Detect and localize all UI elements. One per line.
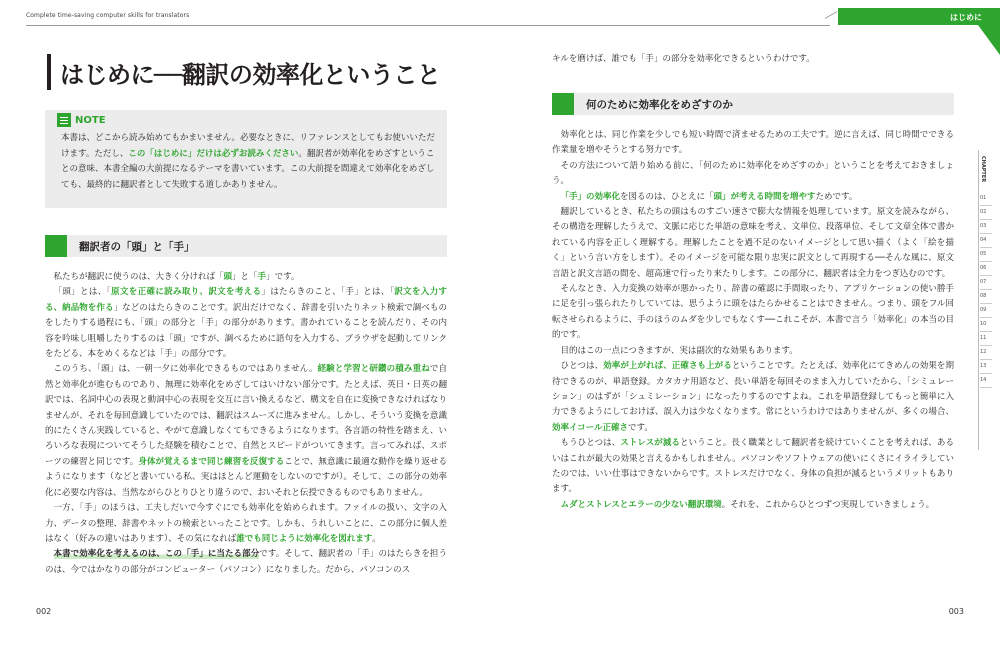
chapter-number: 01 [980, 192, 992, 206]
chapter-number: 06 [980, 262, 992, 276]
chapter-number: 05 [980, 248, 992, 262]
paragraph: そんなとき、入力変換の効率が悪かったり、辞書の確認に手間取ったり、アプリケーションの使い勝手に足を引っ張られたりしていては、思うように頭をはたらかせることはできません。つまり、頭をフル回転させられるように、手のほうのムダを少しでもなくす──これこそが、本書で言う「効率化」の本当の目的です。 [552, 284, 954, 341]
page-number-right: 003 [948, 607, 964, 616]
section-heading-text: 何のために効率化をめざすのか [586, 99, 733, 111]
section-body-2 [552, 128, 954, 513]
paragraph: その方法について語り始める前に、「何のために効率化をめざすのか」ということを考えておきましょう。 [552, 160, 954, 187]
right-page [500, 0, 1000, 646]
section-body-1 [45, 270, 447, 578]
note-label: NOTE [75, 114, 106, 126]
chapter-number: 08 [980, 290, 992, 304]
paragraph: 私たちが翻訳に使うのは、大きく分ければ「頭」と「手」です。 [53, 272, 300, 282]
note-text-1: 本書は、どこから読み始めてもかまいません。必要なときに、リファレンスとしてもお使いいただけます。ただし、 [61, 133, 435, 159]
note-text-2: 。翻訳者が効率化をめざすということの意味、本書全編の大前提になるテーマを書いています。この大前提を間違えて効率化をめざしても、最終的に翻訳者として失敗する道しかありません。 [61, 148, 435, 190]
paragraph: 効率化とは、同じ作業を少しでも短い時間で済ませるための工夫です。逆に言えば、同じ時間でできる作業量を増やそうとする努力です。 [552, 130, 954, 156]
page-number-left: 002 [36, 607, 52, 616]
paragraph: 「頭」とは、「原文を正確に読み取り、訳文を考える」はたらきのこと、「手」とは、「訳文を入力する、納品物を作る」などのはたらきのことです。訳出だけでなく、辞書を引いたりネット検索で調べものをしたりする過程にも、「頭」の部分と「手」の部分があります。書かれていることを読んだり、その内容を吟味し咀嚼したりするのは「頭」ですが、調べるために語句を入力する、ブラウザを起動してリンクをたどる、本をめくるなどは「手」の部分です。 [45, 287, 447, 360]
paragraph: 目的はこの一点につきますが、実は副次的な効果もあります。 [560, 345, 798, 356]
chapter-index [980, 192, 992, 388]
paragraph: このうち、「頭」は、一朝一夕に効率化できるものではありません。経験と学習と研鑽の積み重ねで自然と効率化が進むものであり、無理に効率化をめざしてはいけない部分です。たとえば、英日・日英の翻訳では、名詞中心の表現と動詞中心の表現を交互に言い換えるなど、構文を自在に変換できなければなりませんが、それを毎回意識していたのでは、翻訳はスムーズに進みません。しかし、そういう変換を意識的にたくさん実践していると、やがて意識しなくてもできるようになります。各言語の特性を踏まえ、いろいろな表現についてそうした経験を積むことで、自然とスピードがついてきます。言ってみれば、スポーツの練習と同じです。身体が覚えるまで同じ練習を反復することで、無意識に最適な動作を繰り返せるようになります（などと書いている私、実はほとんど運動をしないのですが）。そして、この部分の効率化に必要な内容は、当然ながらひとりひとり違うので、おいそれと伝授できるものでもありません。 [45, 364, 447, 498]
section-heading-text: 翻訳者の「頭」と「手」 [79, 241, 195, 253]
paragraph: 「手」の効率化を図るのは、ひとえに「頭」が考える時間を増やすためです。 [560, 191, 858, 202]
header-tab-label: はじめに [950, 13, 982, 22]
section-heading-1 [45, 235, 447, 257]
chapter-number: 09 [980, 304, 992, 318]
note-tag [57, 112, 106, 128]
paragraph: もうひとつは、ストレスが減るということ。長く職業として翻訳者を続けていくことを考えれば、あるいはこれが最大の効果と言えるかもしれません。パソコンやソフトウェアの使いにくさにイライラしていたのでは、いい仕事はできないからです。ストレスだけでなく、身体の負担が減るというメリットもあります。 [552, 438, 954, 495]
chapter-number: 10 [980, 318, 992, 332]
carry-over-text: キルを磨けば、誰でも「手」の部分を効率化できるというわけです。 [552, 54, 815, 64]
note-emphasis: この「はじめに」だけは必ずお読みください [128, 148, 299, 159]
chapter-number: 11 [980, 332, 992, 346]
page-title: はじめに──翻訳の効率化ということ [60, 61, 441, 89]
title-bar [47, 54, 51, 90]
chapter-index-rule [978, 150, 979, 450]
running-title: Complete time-saving computer skills for translators [26, 12, 190, 19]
note-body [61, 131, 439, 193]
section-marker [552, 93, 574, 115]
chapter-number: 12 [980, 346, 992, 360]
note-icon [57, 113, 71, 127]
chapter-number: 04 [980, 234, 992, 248]
chapter-label: CHAPTER [980, 156, 986, 183]
paragraph: 翻訳しているとき、私たちの頭はものすごい速さで膨大な情報を処理しています。原文を読みながら、その構造を理解したうえで、文脈に応じた単語の意味を考え、文単位、段落単位、そして文章全体で書かれている内容を正しく理解する。理解したことを過不足のないイメージとして思い描く（よく「絵を描く」という言い方をします）。そのイメージを可能な限り忠実に訳文として再現する──そんな風に、原文言語と訳文言語の間を、超高速で行ったり来たりします。この部分に、翻訳者は全力をつぎ込むのです。 [552, 207, 954, 279]
paragraph: 一方、「手」のほうは、工夫しだいで今すぐにでも効率化を始められます。ファイルの扱い、文字の入力、データの整理、辞書やネットの検索といったことです。しかも、うれしいことに、この部分に個人差はなく（好みの違いはあります）、その気になれば誰でも同じように効率化を図れます。 [45, 503, 447, 544]
chapter-number: 02 [980, 206, 992, 220]
chapter-number: 14 [980, 374, 992, 388]
section-marker [45, 235, 67, 257]
paragraph: 本書で効率化を考えるのは、この「手」に当たる部分です。そして、翻訳者の「手」のはたらきを担うのは、今ではかなりの部分がコンピューター（パソコン）になりました。だから、パソコンのス [45, 549, 447, 575]
chapter-number: 03 [980, 220, 992, 234]
chapter-number: 13 [980, 360, 992, 374]
note-box [45, 110, 447, 208]
paragraph: ひとつは、効率が上がれば、正確さも上がるということです。たとえば、効率化にてきめんの効果を期待できるのが、単語登録。カタカナ用語など、長い単語を毎回そのまま入力していたから、「シミュレーション」のはずが「シュミレーション」になったりするのですよね。これを単語登録してもっと簡単に入力できるようにしておけば、誤入力は少なくなります。常にというわけではありませんが、多くの場合、効率イコール正確さです。 [552, 361, 954, 433]
chapter-number: 07 [980, 276, 992, 290]
paragraph: ムダとストレスとエラーの少ない翻訳環境。それを、これからひとつずつ実現していきましょう。 [560, 499, 935, 510]
section-heading-2 [552, 93, 954, 115]
